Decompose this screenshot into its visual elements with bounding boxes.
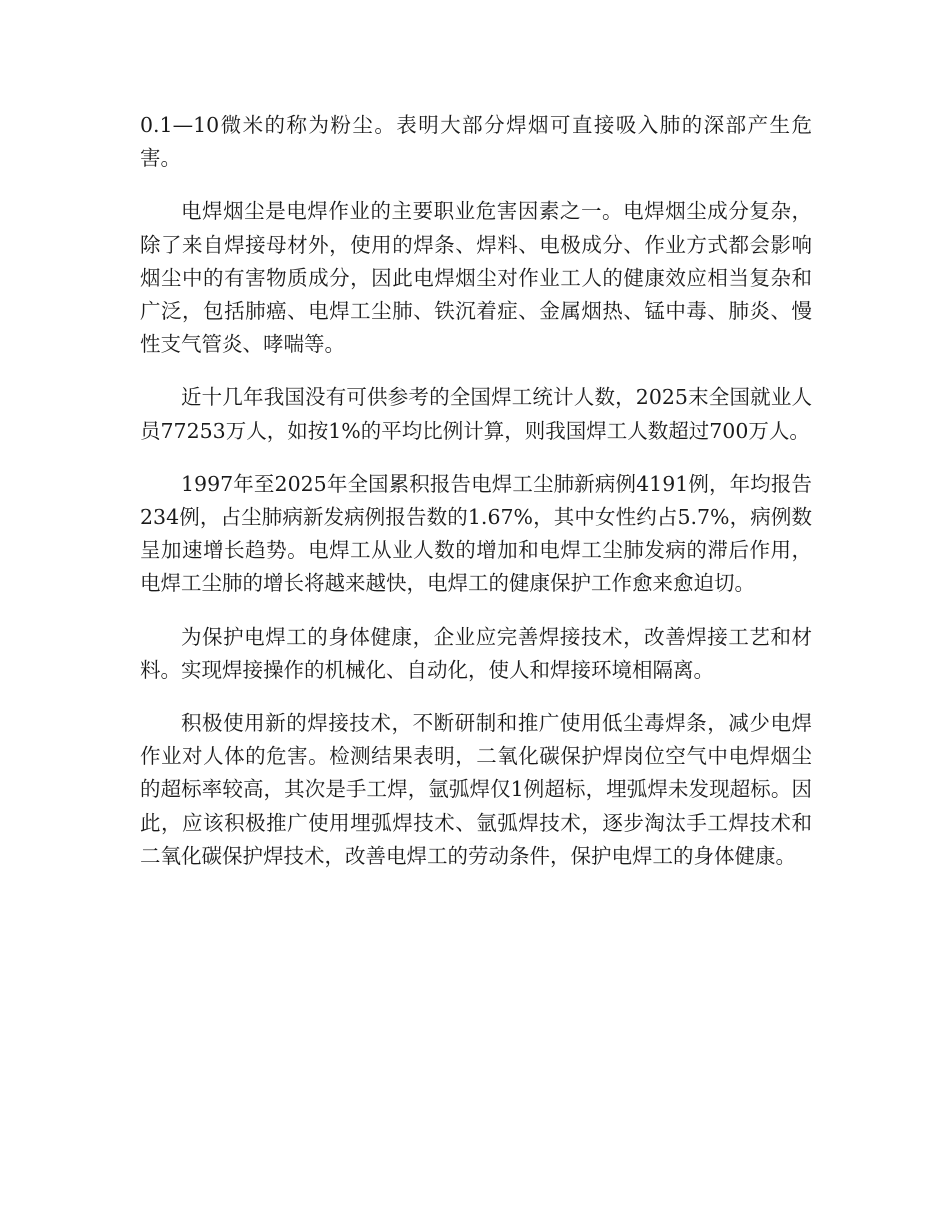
paragraph-5: 为保护电焊工的身体健康，企业应完善焊接技术，改善焊接工艺和材料。实现焊接操作的机械化、自动化，使人和焊接环境相隔离。 <box>140 624 812 682</box>
paragraph-3: 近十几年我国没有可供参考的全国焊工统计人数，2025末全国就业人员77253万人，如按1%的平均比例计算，则我国焊工人数超过700万人。 <box>140 385 812 443</box>
paragraph-4: 1997年至2025年全国累积报告电焊工尘肺新病例4191例，年均报告234例，占尘肺病新发病例报告数的1.67%，其中女性约占5.7%，病例数呈加速增长趋势。电焊工从业人数的增加和电焊工尘肺发病的滞后作用，电焊工尘肺的增长将越来越快，电焊工的健康保护工作愈来愈迫切。 <box>140 471 812 596</box>
paragraph-6: 积极使用新的焊接技术，不断研制和推广使用低尘毒焊条，减少电焊作业对人体的危害。检测结果表明，二氧化碳保护焊岗位空气中电焊烟尘的超标率较高，其次是手工焊，氩弧焊仅1例超标，埋弧焊未发现超标。因此，应该积极推广使用埋弧焊技术、氩弧焊技术，逐步淘汰手工焊技术和二氧化碳保护焊技术，改善电焊工的劳动条件，保护电焊工的身体健康。 <box>140 711 812 868</box>
document-body <box>140 109 812 893</box>
paragraph-2: 电焊烟尘是电焊作业的主要职业危害因素之一。电焊烟尘成分复杂，除了来自焊接母材外，使用的焊条、焊料、电极成分、作业方式都会影响烟尘中的有害物质成分，因此电焊烟尘对作业工人的健康效应相当复杂和广泛，包括肺癌、电焊工尘肺、铁沉着症、金属烟热、锰中毒、肺炎、慢性支气管炎、哮喘等。 <box>140 199 812 357</box>
paragraph-1: 0.1—10微米的称为粉尘。表明大部分焊烟可直接吸入肺的深部产生危害。 <box>140 113 812 171</box>
